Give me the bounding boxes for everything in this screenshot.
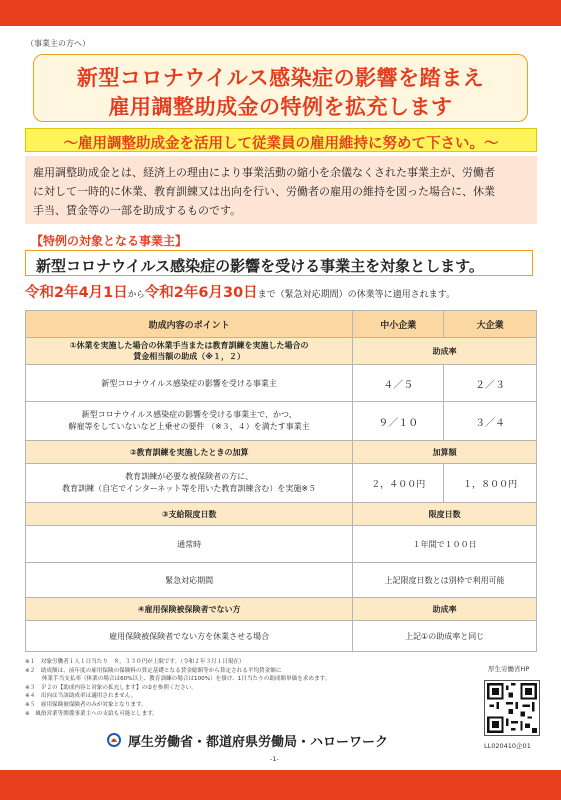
- s2-r1-sme: ２，４００円: [353, 464, 444, 503]
- hp-label: 厚生労働省HP: [488, 665, 530, 673]
- section-label: 【特例の対象となる事業主】: [31, 234, 188, 248]
- section-2-title: ②教育訓練を実施したときの加算: [26, 441, 353, 464]
- s1-r2-sme: ９／１０: [353, 402, 444, 441]
- footnote: ※ 風俗営業等関係事業主への支給も可能とします。: [25, 710, 158, 717]
- section-3-title: ③支給限度日数: [26, 503, 353, 526]
- footnotes: [25, 658, 445, 718]
- footnote: ※４ 出向は当該助成率は適用されません。: [25, 693, 137, 700]
- ministry-name: 厚生労働省・都道府県労働局・ハローワーク: [128, 735, 389, 750]
- section-2-row: [26, 441, 537, 464]
- audience-label: （事業主の方へ）: [26, 39, 90, 48]
- footnote: ※３ Ｐ２の【助成内容と対象の拡充します】の②を参照ください。: [25, 684, 197, 691]
- s3-r1-label: 通常時: [26, 526, 353, 563]
- s2-r1-label: [26, 464, 353, 503]
- section-3-row: [26, 503, 537, 526]
- s1-r2-line-1: 新型コロナウイルス感染症の影響を受ける事業主で、かつ、: [81, 410, 297, 419]
- section-1-row: [26, 338, 537, 365]
- ministry-logo-icon: [107, 732, 121, 746]
- period-start: 令和2年4月1日: [25, 285, 128, 301]
- s1-r1-label: 新型コロナウイルス感染症の影響を受ける事業主: [26, 365, 353, 402]
- title-box: [33, 54, 528, 122]
- period-line: [25, 281, 545, 302]
- s3-r2-value: 上記限度日数とは別枠で利用可能: [353, 563, 537, 598]
- s4-r1-value: 上記①の助成率と同じ: [353, 621, 537, 652]
- section-4-row: [26, 598, 537, 621]
- s1-r2-label: [26, 402, 353, 441]
- target-text: 新型コロナウイルス感染症の影響を受ける事業主を対象とします。: [36, 257, 484, 275]
- footnote: ※５ 雇用保険被保険者のみが対象となります。: [25, 701, 147, 708]
- section-4-title: ④雇用保険被保険者でない方: [26, 598, 353, 621]
- bottom-banner-stripe: [0, 770, 561, 800]
- table-row: [26, 563, 537, 598]
- description-line-1: 雇用調整助成金とは、経済上の理由により事業活動の縮小を余儀なくされた事業主が、労働者: [33, 166, 495, 179]
- section-1-title: [26, 338, 353, 365]
- section-1-title-line-1: ①休業を実施した場合の休業手当または教育訓練を実施した場合の: [69, 341, 309, 350]
- table-row: [26, 526, 537, 563]
- s1-r2-large: ３／４: [444, 402, 537, 441]
- description-line-3: 手当、賃金等の一部を助成するものです。: [33, 204, 242, 217]
- title-line-1: 新型コロナウイルス感染症の影響を踏まえ: [76, 66, 485, 90]
- section-1-title-line-2: 賃金相当額の助成（※１，２）: [133, 352, 246, 361]
- header-large: 大企業: [444, 311, 537, 338]
- footnote: ※１ 対象労働者１人１日当たり ８，３３０円が上限です。（令和２年３月１日現在）: [25, 659, 245, 665]
- subsidy-table: [25, 310, 537, 652]
- table-row: [26, 365, 537, 402]
- title-line-2: 雇用調整助成金の特例を拡充します: [108, 95, 453, 119]
- leaflet-code: LL020410企01: [484, 742, 531, 750]
- s1-r1-large: ２／３: [444, 365, 537, 402]
- top-banner-stripe: [0, 0, 561, 26]
- footnote: 休業手当支払率（休業の場合は60%以上、教育訓練の場合は100%）を掛け、1日当たりの助成額単価を求めます。: [25, 676, 331, 683]
- s4-r1-label: 雇用保険被保険者でない方を休業させる場合: [26, 621, 353, 652]
- s2-r1-large: １，８００円: [444, 464, 537, 503]
- subtitle: ～雇用調整助成金を活用して従業員の雇用維持に努めて下さい。～: [63, 136, 499, 152]
- target-box: [25, 250, 533, 276]
- description-box: [25, 156, 537, 224]
- s3-r1-value: １年間で１００日: [353, 526, 537, 563]
- period-from: から: [127, 290, 145, 300]
- table-row: [26, 464, 537, 503]
- period-suffix: まで（緊急対応期間）の休業等に適用されます。: [257, 290, 455, 300]
- period-end: 令和2年6月30日: [144, 285, 258, 301]
- section-2-right: 加算額: [353, 441, 537, 464]
- subtitle-box: [25, 128, 537, 152]
- header-sme: 中小企業: [353, 311, 444, 338]
- footnote: ※２ 助成額は、前年度の雇用保険の保険料の算定基礎となる賃金総額等から算定される平均賃金額に: [25, 667, 282, 674]
- qr-code-icon[interactable]: [484, 680, 540, 736]
- page-number: -1-: [270, 755, 279, 763]
- table-row: [26, 402, 537, 441]
- s3-r2-label: 緊急対応期間: [26, 563, 353, 598]
- header-point: 助成内容のポイント: [26, 311, 353, 338]
- s2-r1-line-2: 教育訓練（自宅でインターネット等を用いた教育訓練含む）を実施※５: [62, 484, 317, 493]
- section-1-right: 助成率: [353, 338, 537, 365]
- section-4-right: 助成率: [353, 598, 537, 621]
- table-header-row: [26, 311, 537, 338]
- s2-r1-line-1: 教育訓練が必要な被保険者の方に、: [125, 472, 254, 481]
- s1-r1-sme: ４／５: [353, 365, 444, 402]
- description-line-2: に対して一時的に休業、教育訓練又は出向を行い、労働者の雇用の維持を図った場合に、休業: [33, 185, 495, 198]
- s1-r2-line-2: 解雇等をしていないなど上乗せの要件 （※３、４）を満たす事業主: [68, 422, 310, 431]
- section-3-right: 限度日数: [353, 503, 537, 526]
- table-row: [26, 621, 537, 652]
